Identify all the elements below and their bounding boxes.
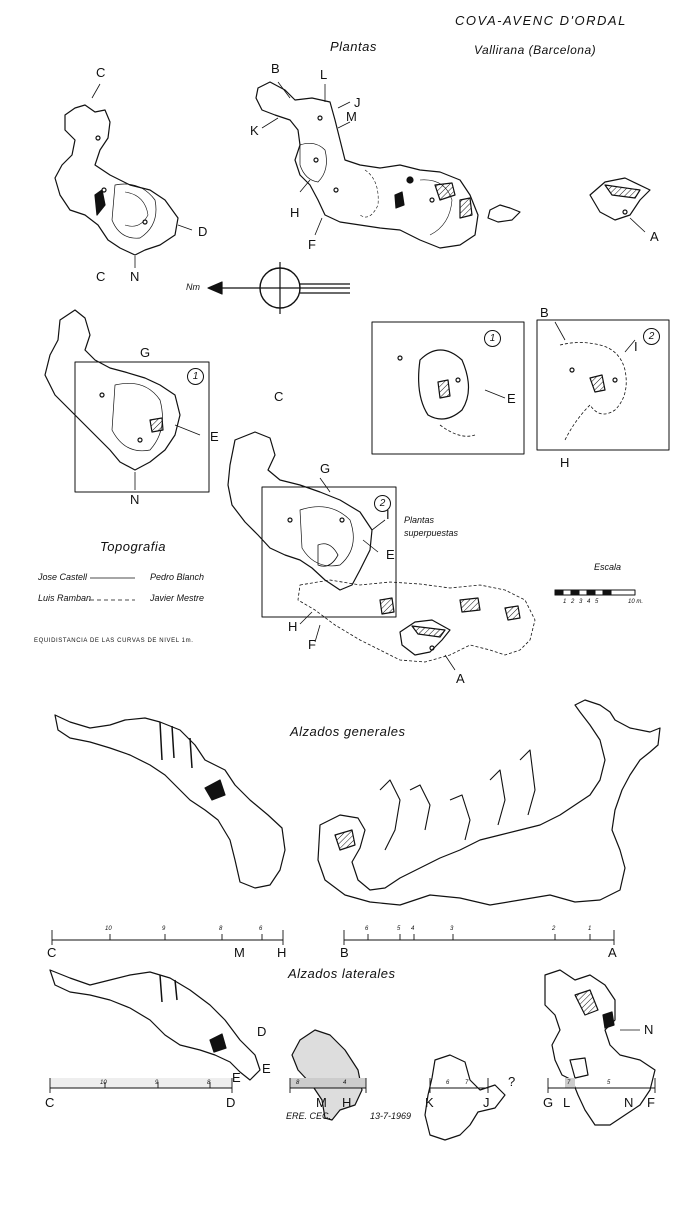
footer-date: 13-7-1969 bbox=[370, 1111, 412, 1121]
label-top-d: D bbox=[198, 224, 208, 239]
gen-axis2-tick-5: 5 bbox=[397, 926, 401, 932]
lat-axis1-c: C bbox=[45, 1095, 55, 1110]
lat-axis3-tick-6: 6 bbox=[446, 1080, 450, 1086]
label-mid-c: C bbox=[96, 269, 106, 284]
label-mid-e: E bbox=[210, 429, 219, 444]
label-ov-f: F bbox=[308, 637, 316, 652]
lat-label-q: ? bbox=[508, 1074, 516, 1089]
general-elevation-left bbox=[55, 715, 285, 888]
gen-axis1-tick-9: 9 bbox=[162, 926, 166, 932]
surveyor-4: Javier Mestre bbox=[150, 593, 205, 603]
gen-axis1-m: M bbox=[234, 945, 245, 960]
label-top-b: B bbox=[271, 61, 280, 76]
inset-2-i: I bbox=[634, 339, 638, 354]
label-top-l: L bbox=[320, 67, 328, 82]
gen-axis2-a: A bbox=[608, 945, 617, 960]
lat-label-d: D bbox=[257, 1024, 267, 1039]
inset-2-b: B bbox=[540, 305, 549, 320]
lateral-elevations-heading: Alzados laterales bbox=[288, 966, 396, 981]
label-top-m: M bbox=[346, 109, 357, 124]
plan-c-d-outline bbox=[55, 105, 178, 255]
overlay-plan-number: 2 bbox=[374, 495, 391, 512]
north-arrow-symbol bbox=[208, 262, 350, 314]
surveyor-3: Luis Ramban bbox=[38, 593, 92, 603]
lat-axis2-tick-8: 8 bbox=[296, 1080, 300, 1086]
lat-axis1-d: D bbox=[226, 1095, 236, 1110]
general-axis-b-a bbox=[344, 930, 614, 945]
lat-axis4-n: N bbox=[624, 1095, 634, 1110]
plans-heading: Plantas bbox=[330, 39, 377, 54]
lat-axis4-tick-5: 5 bbox=[607, 1080, 611, 1086]
lateral-elevation-left bbox=[50, 970, 260, 1080]
scale-bar bbox=[555, 590, 635, 595]
inset-1-number: 1 bbox=[484, 330, 501, 347]
scale-tick-3: 3 bbox=[579, 599, 583, 605]
inset-2-number: 2 bbox=[643, 328, 660, 345]
label-mid-n: N bbox=[130, 492, 140, 507]
gen-axis1-c: C bbox=[47, 945, 57, 960]
lat-axis3-j: J bbox=[483, 1095, 490, 1110]
general-axis-c-h bbox=[52, 930, 283, 945]
gen-axis2-tick-6: 6 bbox=[365, 926, 369, 932]
label-top-n: N bbox=[130, 269, 140, 284]
lateral-axis-c-d bbox=[50, 1078, 232, 1093]
inset-2-h: H bbox=[560, 455, 570, 470]
label-top-a: A bbox=[650, 229, 659, 244]
label-ov-a: A bbox=[456, 671, 465, 686]
label-top-k: K bbox=[250, 123, 259, 138]
scale-tick-4: 4 bbox=[587, 599, 591, 605]
label-top-j: J bbox=[354, 95, 361, 110]
label-ov-h: H bbox=[288, 619, 298, 634]
lat-axis4-tick-7: 7 bbox=[567, 1080, 571, 1086]
inset-1-e: E bbox=[507, 391, 516, 406]
lat-axis2-h: H bbox=[342, 1095, 352, 1110]
scale-tick-5: 5 bbox=[595, 599, 599, 605]
plan-b-f-outline bbox=[256, 82, 520, 248]
sheet-location: Vallirana (Barcelona) bbox=[474, 43, 597, 57]
lat-axis2-tick-4: 4 bbox=[343, 1080, 347, 1086]
lat-axis3-k: K bbox=[425, 1095, 434, 1110]
label-top-f: F bbox=[308, 237, 316, 252]
overlay-caption-1: Plantas bbox=[404, 515, 435, 525]
lat-axis4-l: L bbox=[563, 1095, 571, 1110]
label-ov-g: G bbox=[320, 461, 331, 476]
gen-axis2-b: B bbox=[340, 945, 349, 960]
lateral-elevation-middle bbox=[292, 1030, 362, 1120]
lat-label-e: E bbox=[262, 1061, 271, 1076]
lat-axis1-tick-9: 9 bbox=[155, 1080, 159, 1086]
gen-axis2-tick-3: 3 bbox=[450, 926, 454, 932]
inset-1-frame bbox=[372, 322, 524, 454]
label-top-c: C bbox=[96, 65, 106, 80]
lat-axis1-tick-8: 8 bbox=[207, 1080, 211, 1086]
plan-1-number: 1 bbox=[187, 368, 204, 385]
overlay-plan-outline bbox=[228, 432, 535, 662]
footer-credit: ERE. CEC. bbox=[286, 1111, 332, 1121]
surveyor-1: Jose Castell bbox=[38, 572, 88, 582]
gen-axis1-tick-8: 8 bbox=[219, 926, 223, 932]
label-ov-i: I bbox=[386, 507, 390, 522]
lateral-elevation-k-j bbox=[425, 1055, 505, 1140]
lateral-axis-k-j bbox=[430, 1078, 488, 1093]
lat-axis4-g: G bbox=[543, 1095, 554, 1110]
lateral-elevation-n bbox=[545, 970, 655, 1125]
general-elevations-heading: Alzados generales bbox=[290, 724, 406, 739]
overlay-caption-2: superpuestas bbox=[404, 528, 459, 538]
gen-axis1-tick-10: 10 bbox=[105, 926, 112, 932]
gen-axis2-tick-4: 4 bbox=[411, 926, 415, 932]
surveyor-2: Pedro Blanch bbox=[150, 572, 205, 582]
plan-1-outline bbox=[45, 310, 180, 470]
label-mid-g: G bbox=[140, 345, 151, 360]
gen-axis1-h: H bbox=[277, 945, 287, 960]
label-ov-c: C bbox=[274, 389, 284, 404]
lat-axis1-tick-10: 10 bbox=[100, 1080, 107, 1086]
lat-axis2-m: M bbox=[316, 1095, 327, 1110]
topography-heading: Topografia bbox=[100, 539, 166, 554]
label-ov-e: E bbox=[386, 547, 395, 562]
sheet-title: COVA-AVENC D'ORDAL bbox=[455, 13, 627, 28]
lat-axis4-f: F bbox=[647, 1095, 655, 1110]
plan-a-outline bbox=[590, 178, 650, 220]
gen-axis2-tick-2: 2 bbox=[552, 926, 556, 932]
lat-axis3-tick-7: 7 bbox=[465, 1080, 469, 1086]
contour-note: EQUIDISTANCIA DE LAS CURVAS DE NIVEL 1m. bbox=[34, 638, 194, 644]
scale-tick-10: 10 m. bbox=[628, 599, 644, 605]
lateral-axis-g-f bbox=[548, 1078, 655, 1093]
scale-tick-1: 1 bbox=[563, 599, 567, 605]
lat-axis1-e: E bbox=[232, 1070, 241, 1085]
scale-label: Escala bbox=[594, 562, 622, 572]
north-label: Nm bbox=[186, 282, 200, 292]
lat-label-n: N bbox=[644, 1022, 654, 1037]
label-top-h: H bbox=[290, 205, 300, 220]
gen-axis1-tick-6: 6 bbox=[259, 926, 263, 932]
gen-axis2-tick-1: 1 bbox=[588, 926, 592, 932]
scale-tick-2: 2 bbox=[571, 599, 575, 605]
